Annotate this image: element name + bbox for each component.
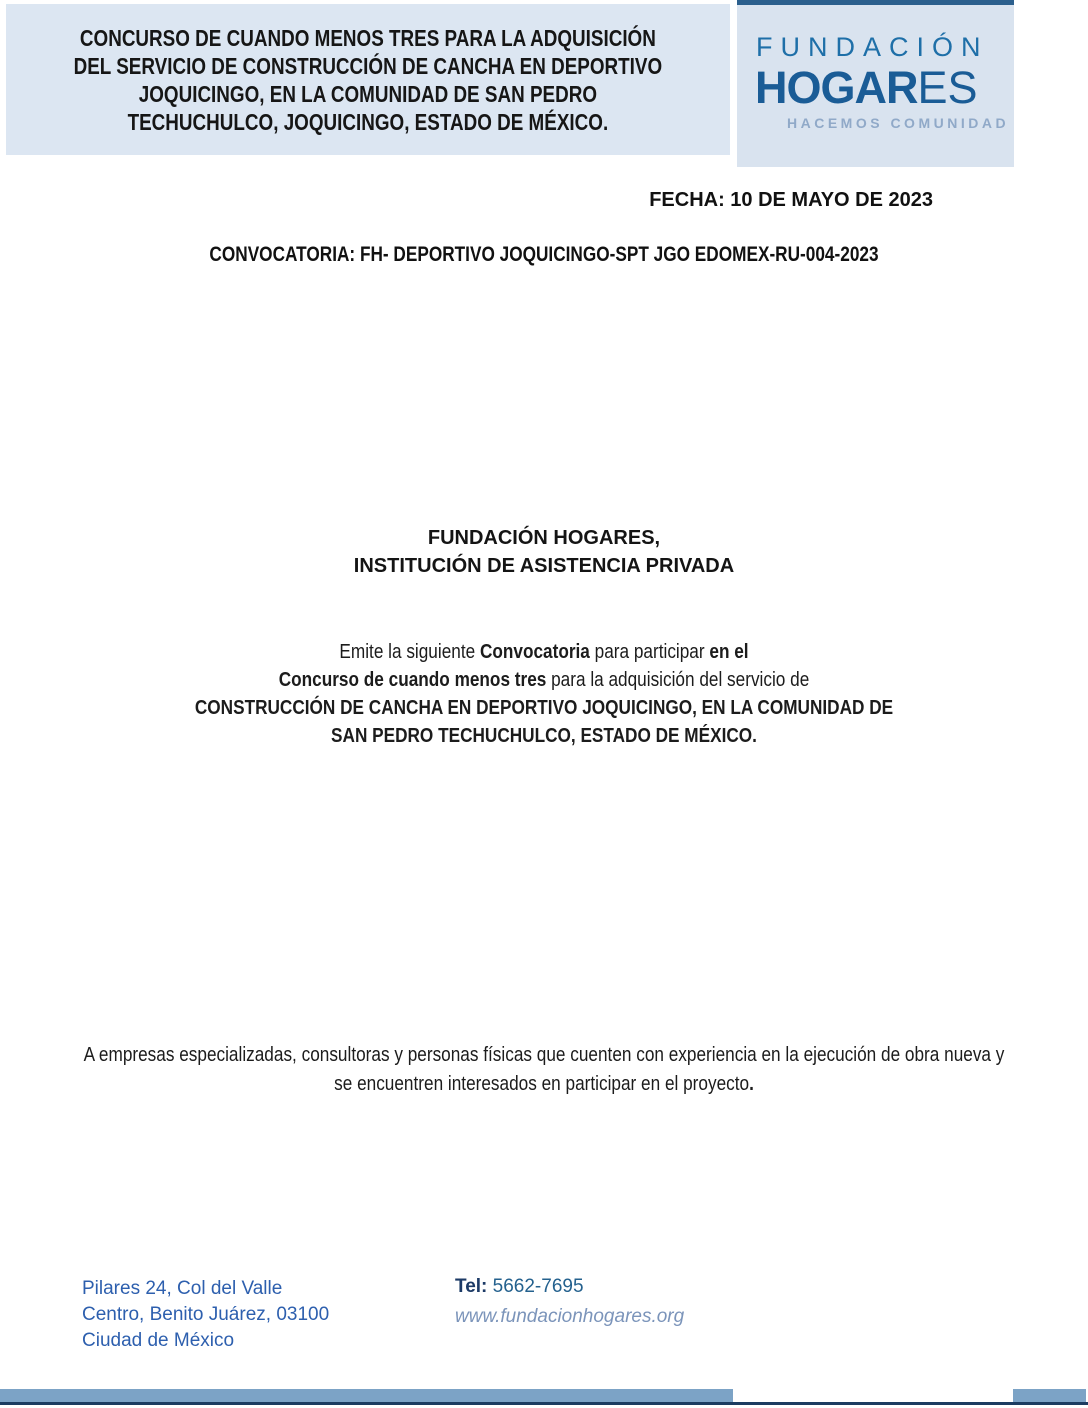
footer-contact — [455, 1274, 684, 1330]
footer-telephone — [455, 1274, 684, 1300]
organization-name-line-1: FUNDACIÓN HOGARES, — [427, 527, 661, 549]
bottom-bar-left-segment — [0, 1389, 733, 1402]
telephone-label: Tel: — [455, 1276, 488, 1297]
logo-word-hogares — [755, 64, 1014, 112]
logo-word-es-light: ES — [917, 62, 978, 113]
footer-address-line-3: Ciudad de México — [82, 1330, 235, 1351]
bottom-bar-right-segment — [1013, 1389, 1086, 1402]
emite-line-2-text: para la adquisición del servicio de — [546, 669, 810, 691]
emite-line-3: CONSTRUCCIÓN DE CANCHA EN DEPORTIVO JOQUICINGO, EN LA COMUNIDAD DE — [194, 697, 894, 719]
logo-tagline: HACEMOS COMUNIDAD — [787, 115, 1010, 131]
emite-line-4: SAN PEDRO TECHUCHULCO, ESTADO DE MÉXICO. — [331, 725, 757, 747]
date-line: FECHA: 10 DE MAYO DE 2023 — [649, 189, 933, 211]
convocatoria-reference-line: CONVOCATORIA: FH- DEPORTIVO JOQUICINGO-SPT JGO EDOMEX-RU-004-2023 — [209, 243, 879, 266]
emite-line-1-text-2: para participar — [589, 641, 710, 663]
logo-word-hogar-bold: HOGAR — [755, 62, 918, 113]
audience-text: A empresas especializadas, consultoras y personas físicas que cuenten con experiencia en la ejecución de obra nueva y se encuentren interesados en participar en el proyecto — [83, 1044, 1005, 1095]
emite-paragraph — [76, 638, 1012, 750]
footer-address-line-2: Centro, Benito Juárez, 03100 — [82, 1304, 330, 1325]
footer-address — [82, 1276, 329, 1354]
document-title-line-1: CONCURSO DE CUANDO MENOS TRES PARA LA ADQUISICIÓN — [80, 24, 656, 51]
emite-line-1-text: Emite la siguiente — [339, 641, 480, 663]
audience-paragraph — [76, 1041, 1012, 1099]
emite-line-1 — [76, 638, 1012, 666]
emite-line-1-bold-2: en el — [709, 641, 749, 663]
audience-period: . — [749, 1073, 754, 1095]
logo-word-fundacion: FUNDACIÓN — [756, 32, 989, 62]
fundacion-hogares-logo — [737, 0, 1014, 167]
organization-name-block — [0, 524, 1088, 580]
emite-line-1-bold-1: Convocatoria — [479, 641, 590, 663]
website-link[interactable]: www.fundacionhogares.org — [455, 1306, 685, 1327]
telephone-number: 5662-7695 — [487, 1276, 584, 1297]
bottom-navy-rule — [0, 1402, 1088, 1405]
document-title-line-2: DEL SERVICIO DE CONSTRUCCIÓN DE CANCHA EN DEPORTIVO — [73, 52, 663, 79]
emite-line-2-bold: Concurso de cuando menos tres — [278, 669, 547, 691]
document-title-line-3: JOQUICINGO, EN LA COMUNIDAD DE SAN PEDRO — [138, 80, 598, 107]
document-title — [74, 24, 663, 136]
header-title-box — [6, 4, 730, 155]
footer-address-line-1: Pilares 24, Col del Valle — [82, 1278, 283, 1299]
document-title-line-4: TECHUCHULCO, JOQUICINGO, ESTADO DE MÉXICO. — [127, 108, 609, 135]
emite-line-2 — [76, 666, 1012, 694]
organization-name-line-2: INSTITUCIÓN DE ASISTENCIA PRIVADA — [353, 555, 735, 577]
